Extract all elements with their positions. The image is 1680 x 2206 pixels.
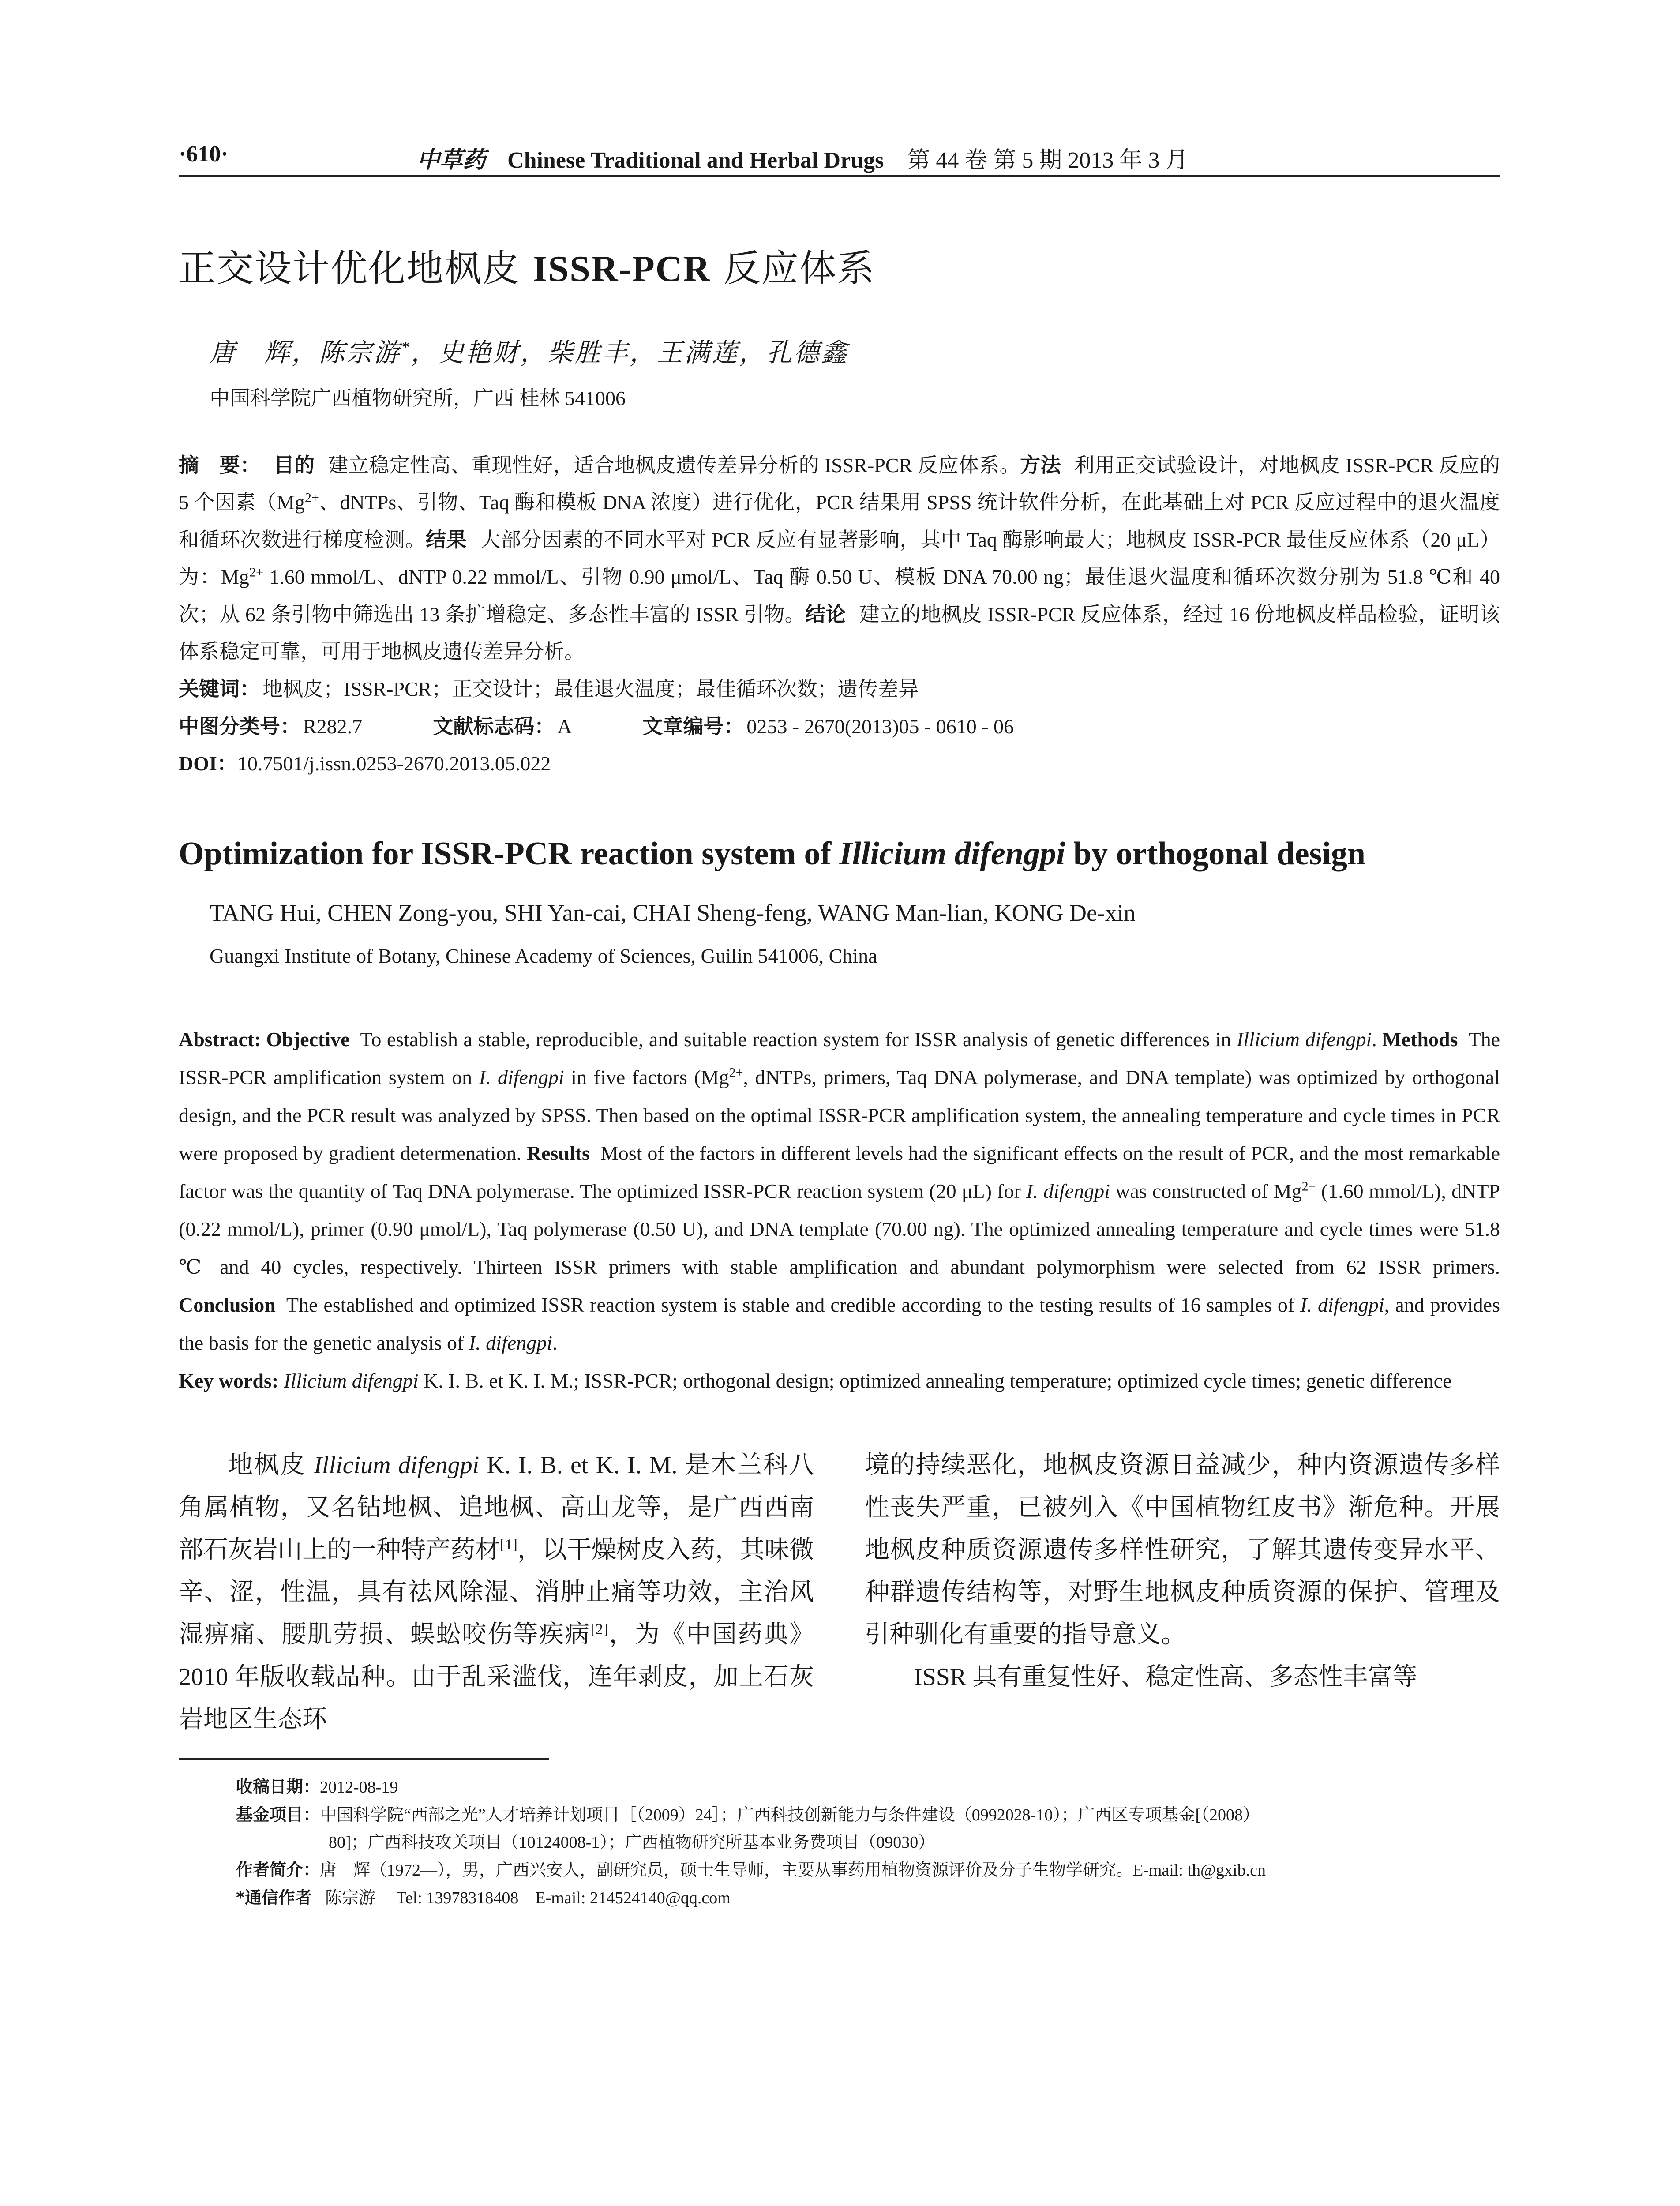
body-columns <box>179 1444 1500 1741</box>
page-number: ·610· <box>179 142 229 167</box>
en-title-part: by orthogonal design <box>1065 836 1366 872</box>
doi-value: 10.7501/j.issn.0253-2670.2013.05.022 <box>237 752 551 775</box>
journal-name-cn: 中草药 <box>417 148 486 173</box>
cn-keywords <box>179 670 1500 708</box>
cn-title-part: 反应体系 <box>711 247 875 290</box>
article-number-label: 文章编号： <box>642 714 744 738</box>
objective-text: 建立稳定性高、重现性好，适合地枫皮遗传差异分析的 ISSR-PCR 反应体系。 <box>328 454 1020 476</box>
conclusion-label: 结论 <box>805 602 846 626</box>
article-page <box>179 132 1500 1912</box>
footnote-fund <box>236 1801 1500 1829</box>
methods-text: 、dNTPs、引物、Taq 酶和模板 DNA 浓度）进行优化，PCR 结果用 SPSS 统计软件分析，在此基础上对 PCR 反应过程中的退火温度和循环次数进行梯度检测。 <box>179 491 1500 551</box>
footnote-fund-cont: 80]；广西科技攻关项目（10124008-1）；广西植物研究所基本业务费项目（09030） <box>329 1833 935 1852</box>
results-text: (1.60 mmol/L), dNTP (0.22 mmol/L), primer (0.90 μmol/L), Taq polymerase (0.50 U), and DNA template (70.00 ng). The optimized annealing temperature and cycle times were 51.8 ℃ and 40 cycles, respectively. Thirteen ISSR primers with stable amplification and abundant polymorphism were selected from 62 ISSR primers. <box>179 1180 1500 1278</box>
species-name: I. difengpi <box>479 1066 564 1088</box>
footnotes <box>179 1773 1500 1912</box>
conclusion-text: . <box>552 1332 558 1354</box>
results-text: 1.60 mmol/L、dNTP 0.22 mmol/L、引物 0.90 μmol/L、Taq 酶 0.50 U、模板 DNA 70.00 ng；最佳退火温度和循环次数分别为 51.8 ℃和 40 次；从 62 条引物中筛选出 13 条扩增稳定、多态性丰富的 ISSR 引物。 <box>179 566 1500 626</box>
keywords-text: 地枫皮；ISSR-PCR；正交设计；最佳退火温度；最佳循环次数；遗传差异 <box>262 678 919 700</box>
body-text: K. I. B. et K. I. M. 是木兰科八角属植物，又名钻地枫、追地枫、高山龙等，是广西西南部石灰岩山上的一种特产药材 <box>179 1452 814 1564</box>
body-text: ，以干燥树皮入药，其味微辛、涩，性温，具有祛风除湿、消肿止痛等功效，主治风湿痹痛、腰肌劳损、蜈蚣咬伤等疾病 <box>179 1536 814 1648</box>
running-header <box>179 132 1500 177</box>
journal-name-en: Chinese Traditional and Herbal Drugs <box>507 148 884 173</box>
conclusion-text: The established and optimized ISSR reaction system is stable and credible according to the testing results of 16 samples of <box>286 1294 1301 1316</box>
results-label: Results <box>526 1142 590 1164</box>
keywords-text: K. I. B. et K. I. M.; ISSR-PCR; orthogonal design; optimized annealing temperature; optimized cycle times; genetic difference <box>418 1369 1452 1392</box>
citation-ref[interactable]: [1] <box>500 1536 518 1553</box>
species-name: I. difengpi <box>469 1332 552 1354</box>
journal-issue: 第 44 卷 第 5 期 2013 年 3 月 <box>907 148 1189 173</box>
footnote-text: 唐 辉（1972—），男，广西兴安人，副研究员，硕士生导师，主要从事药用植物资源评价及分子生物学研究。E-mail: th@gxib.cn <box>320 1861 1266 1880</box>
body-text: ，为《中国药典》2010 年版收载品种。由于乱采滥伐，连年剥皮，加上石灰岩地区生态环 <box>179 1621 814 1733</box>
species-name: Illicium difengpi <box>1236 1028 1372 1050</box>
footnote-text: 陈宗游 Tel: 13978318408 E-mail: 214524140@qq.com <box>325 1889 731 1907</box>
corresponding-mark: * <box>401 338 411 356</box>
footnote-label: *通信作者 <box>236 1888 312 1907</box>
methods-text: The ISSR-PCR amplification system on <box>179 1028 1500 1088</box>
footnote-label: 基金项目： <box>236 1805 320 1824</box>
article-number-value: 0253 - 2670(2013)05 - 0610 - 06 <box>746 715 1014 738</box>
en-abstract <box>179 1020 1500 1400</box>
cn-title-part: ISSR-PCR <box>532 248 711 289</box>
results-text: Most of the factors in different levels had the significant effects on the result of PCR, and the most remarkable factor was the quantity of Taq DNA polymerase. The optimized ISSR-PCR reaction system (20 μL) for <box>179 1142 1500 1202</box>
keywords-label: Key words: <box>179 1369 279 1392</box>
methods-label: 方法 <box>1020 453 1061 477</box>
journal-title <box>417 141 1188 174</box>
body-text: 地枫皮 <box>228 1452 314 1479</box>
species-name: Illicium difengpi <box>284 1369 419 1392</box>
cn-affiliation: 中国科学院广西植物研究所，广西 桂林 541006 <box>210 387 626 409</box>
footnote-corresponding <box>236 1884 1500 1912</box>
results-text: was constructed of Mg <box>1110 1180 1302 1202</box>
footnote-received <box>236 1773 1500 1801</box>
body-column-right <box>865 1444 1500 1741</box>
body-paragraph: 境的持续恶化，地枫皮资源日益减少，种内资源遗传多样性丧失严重，已被列入《中国植物红皮书》渐危种。开展地枫皮种质资源遗传多样性研究，了解其遗传变异水平、种群遗传结构等，对野生地枫皮种质资源的保护、管理及引种驯化有重要的指导意义。 <box>865 1452 1500 1648</box>
footnote-label: 收稿日期： <box>236 1777 320 1797</box>
body-column-left <box>179 1444 814 1741</box>
footnote-text: 2012-08-19 <box>320 1778 398 1797</box>
clc-label: 中图分类号： <box>179 714 300 738</box>
footnote-text: 中国科学院“西部之光”人才培养计划项目［（2009）24］；广西科技创新能力与条件建设（0992028-10）；广西区专项基金[（2008） <box>320 1806 1260 1824</box>
abstract-label: Abstract: <box>179 1028 261 1050</box>
results-label: 结果 <box>425 528 467 552</box>
en-authors: TANG Hui, CHEN Zong-you, SHI Yan-cai, CHAI Sheng-feng, WANG Man-lian, KONG De-xin <box>210 900 1136 926</box>
doccode-label: 文献标志码： <box>433 714 555 738</box>
methods-text: , dNTPs, primers, Taq DNA polymerase, and DNA template) was optimized by orthogonal design, and the PCR result was analyzed by SPSS. Then based on the optimal ISSR-PCR amplification system, the annealing temperature and cycle times in PCR were proposed by gradient determenation. <box>179 1066 1500 1164</box>
en-title-part: Optimization for ISSR-PCR reaction system of <box>179 836 840 872</box>
doi-label: DOI： <box>179 752 237 775</box>
conclusion-text: , and provides the basis for the genetic analysis of <box>179 1294 1500 1354</box>
objective-text: . <box>1372 1028 1377 1050</box>
conclusion-label: Conclusion <box>179 1294 276 1316</box>
results-text: 大部分因素的不同水平对 PCR 反应有显著影响，其中 Taq 酶影响最大；地枫皮 ISSR-PCR 最佳反应体系（20 μL）为：Mg <box>179 529 1500 588</box>
cn-title <box>179 239 1500 292</box>
abstract-label: 摘 要： <box>179 453 261 477</box>
footnote-label: 作者简介： <box>236 1860 320 1880</box>
en-title <box>179 835 1500 873</box>
cn-abstract <box>179 446 1500 670</box>
species-name: I. difengpi <box>1026 1180 1110 1202</box>
conclusion-text: 建立的地枫皮 ISSR-PCR 反应体系，经过 16 份地枫皮样品检验，证明该体系稳定可靠，可用于地枫皮遗传差异分析。 <box>179 603 1500 663</box>
footnote-rule <box>179 1758 549 1760</box>
cn-title-part: 正交设计优化地枫皮 <box>179 247 533 290</box>
methods-text: 利用正交试验设计，对地枫皮 ISSR-PCR 反应的 5 个因素（Mg <box>179 454 1500 514</box>
objective-text: To establish a stable, reproducible, and suitable reaction system for ISSR analysis of genetic differences in <box>360 1028 1237 1050</box>
superscript: 2+ <box>249 565 263 580</box>
doccode-value: A <box>557 715 572 738</box>
objective-label: Objective <box>266 1028 350 1050</box>
objective-label: 目的 <box>274 453 315 477</box>
en-affiliation: Guangxi Institute of Botany, Chinese Academy of Sciences, Guilin 541006, China <box>210 945 878 967</box>
classification-line <box>179 708 1500 745</box>
keywords-label: 关键词： <box>179 677 260 701</box>
clc-value: R282.7 <box>303 715 363 738</box>
citation-ref[interactable]: [2] <box>590 1621 608 1638</box>
footnote-author <box>236 1856 1500 1884</box>
body-paragraph <box>179 1444 814 1741</box>
body-paragraph: ISSR 具有重复性好、稳定性高、多态性丰富等 <box>914 1663 1418 1691</box>
superscript: 2+ <box>729 1065 743 1080</box>
author-list: ，史艳财，柴胜丰，王满莲，孔德鑫 <box>411 338 849 367</box>
en-title-species: Illicium difengpi <box>839 836 1065 872</box>
cn-authors <box>210 332 1500 369</box>
species-name: Illicium difengpi <box>314 1452 480 1479</box>
doi-line <box>179 745 1500 782</box>
methods-text: in five factors (Mg <box>564 1066 729 1088</box>
author-list: 唐 辉，陈宗游 <box>210 338 401 367</box>
superscript: 2+ <box>1301 1179 1316 1194</box>
species-name: I. difengpi <box>1300 1294 1384 1316</box>
superscript: 2+ <box>305 490 319 505</box>
methods-label: Methods <box>1382 1028 1458 1050</box>
